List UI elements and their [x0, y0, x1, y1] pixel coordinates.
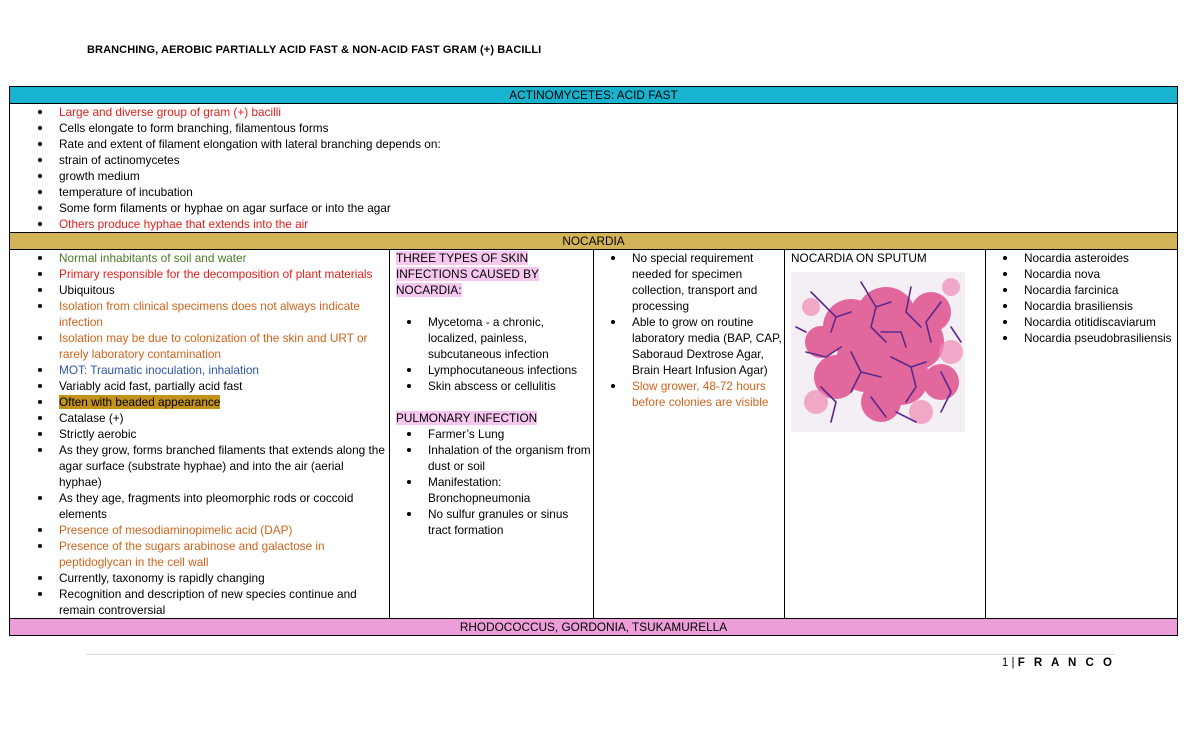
list-item: MOT: Traumatic inoculation, inhalation: [59, 362, 389, 378]
nocardia-species-list: [986, 250, 1177, 346]
actinomycetes-list: [10, 104, 1177, 232]
list-item: As they grow, forms branched filaments that extends along the agar surface (substrate hyphae) and into the air (aerial hyphae): [59, 442, 389, 490]
list-item: Presence of mesodiaminopimelic acid (DAP): [59, 522, 389, 538]
list-item: Nocardia pseudobrasiliensis: [1024, 330, 1177, 346]
list-item: Isolation from clinical specimens does not always indicate infection: [59, 298, 389, 330]
author-name: F R A N C O: [1017, 657, 1115, 669]
list-item: No sulfur granules or sinus tract formation: [428, 506, 593, 538]
list-item: Recognition and description of new species continue and remain controversial: [59, 586, 389, 618]
list-item: Able to grow on routine laboratory media (BAP, CAP, Saboraud Dextrose Agar, Brain Heart Infusion Agar): [632, 314, 784, 378]
list-item: Large and diverse group of gram (+) bacilli: [59, 104, 1177, 120]
list-item: Others produce hyphae that extends into the air: [59, 216, 1177, 232]
list-item: Nocardia asteroides: [1024, 250, 1177, 266]
actinomycetes-header: ACTINOMYCETES: ACID FAST: [10, 87, 1178, 104]
actinomycetes-header-row: [10, 87, 1178, 104]
sputum-micrograph: [791, 272, 965, 432]
document-title: BRANCHING, AEROBIC PARTIALLY ACID FAST & NON-ACID FAST GRAM (+) BACILLI: [87, 44, 542, 56]
list-item: Skin abscess or cellulitis: [428, 378, 593, 394]
list-item: Nocardia brasiliensis: [1024, 298, 1177, 314]
skin-infections-list: [390, 314, 593, 394]
notes-table: [9, 86, 1178, 636]
pulmonary-infection-heading: [390, 410, 593, 426]
rhodococcus-header-row: [10, 619, 1178, 636]
list-item: Farmer’s Lung: [428, 426, 593, 442]
list-item: strain of actinomycetes: [59, 152, 1177, 168]
skin-infections-heading: [390, 250, 593, 298]
page-footer: [1002, 657, 1115, 669]
list-item: Normal inhabitants of soil and water: [59, 250, 389, 266]
list-item: Catalase (+): [59, 410, 389, 426]
list-item: Primary responsible for the decomposition of plant materials: [59, 266, 389, 282]
nocardia-body-row: [10, 250, 1178, 619]
nocardia-species-cell: [986, 250, 1178, 619]
list-item: Inhalation of the organism from dust or soil: [428, 442, 593, 474]
list-item: Lymphocutaneous infections: [428, 362, 593, 378]
skin-infections-heading-text: THREE TYPES OF SKIN INFECTIONS CAUSED BY NOCARDIA:: [396, 251, 539, 297]
nocardia-characteristics-cell: [10, 250, 390, 619]
nocardia-infections-cell: [390, 250, 594, 619]
nocardia-sputum-cell: [785, 250, 986, 619]
list-item: Nocardia otitidiscaviarum: [1024, 314, 1177, 330]
nocardia-culture-cell: [594, 250, 785, 619]
list-item: Isolation may be due to colonization of the skin and URT or rarely laboratory contamination: [59, 330, 389, 362]
list-item: Mycetoma - a chronic, localized, painless, subcutaneous infection: [428, 314, 593, 362]
highlighted-text: Often with beaded appearance: [59, 395, 221, 409]
list-item: temperature of incubation: [59, 184, 1177, 200]
list-item: As they age, fragments into pleomorphic rods or coccoid elements: [59, 490, 389, 522]
list-item: [59, 394, 389, 410]
nocardia-culture-list: [594, 250, 784, 410]
nocardia-header: NOCARDIA: [10, 233, 1178, 250]
pulmonary-infection-heading-text: PULMONARY INFECTION: [396, 411, 538, 425]
list-item: No special requirement needed for specimen collection, transport and processing: [632, 250, 784, 314]
nocardia-characteristics-list: [10, 250, 389, 618]
rhodococcus-header: RHODOCOCCUS, GORDONIA, TSUKAMURELLA: [10, 619, 1178, 636]
list-item: Strictly aerobic: [59, 426, 389, 442]
page-number: 1 |: [1001, 657, 1015, 669]
list-item: Slow grower, 48-72 hours before colonies are visible: [632, 378, 784, 410]
list-item: growth medium: [59, 168, 1177, 184]
footer-divider: [86, 654, 1115, 655]
list-item: Variably acid fast, partially acid fast: [59, 378, 389, 394]
list-item: Cells elongate to form branching, filamentous forms: [59, 120, 1177, 136]
micrograph-illustration: [791, 272, 965, 432]
actinomycetes-body: [10, 104, 1178, 233]
list-item: Some form filaments or hyphae on agar surface or into the agar: [59, 200, 1177, 216]
nocardia-header-row: [10, 233, 1178, 250]
list-item: Presence of the sugars arabinose and galactose in peptidoglycan in the cell wall: [59, 538, 389, 570]
list-item: Rate and extent of filament elongation with lateral branching depends on:: [59, 136, 1177, 152]
pulmonary-infection-list: [390, 426, 593, 538]
sputum-heading: NOCARDIA ON SPUTUM: [791, 251, 927, 265]
actinomycetes-body-row: [10, 104, 1178, 233]
list-item: Nocardia farcinica: [1024, 282, 1177, 298]
list-item: Currently, taxonomy is rapidly changing: [59, 570, 389, 586]
list-item: Nocardia nova: [1024, 266, 1177, 282]
list-item: Manifestation: Bronchopneumonia: [428, 474, 593, 506]
list-item: Ubiquitous: [59, 282, 389, 298]
